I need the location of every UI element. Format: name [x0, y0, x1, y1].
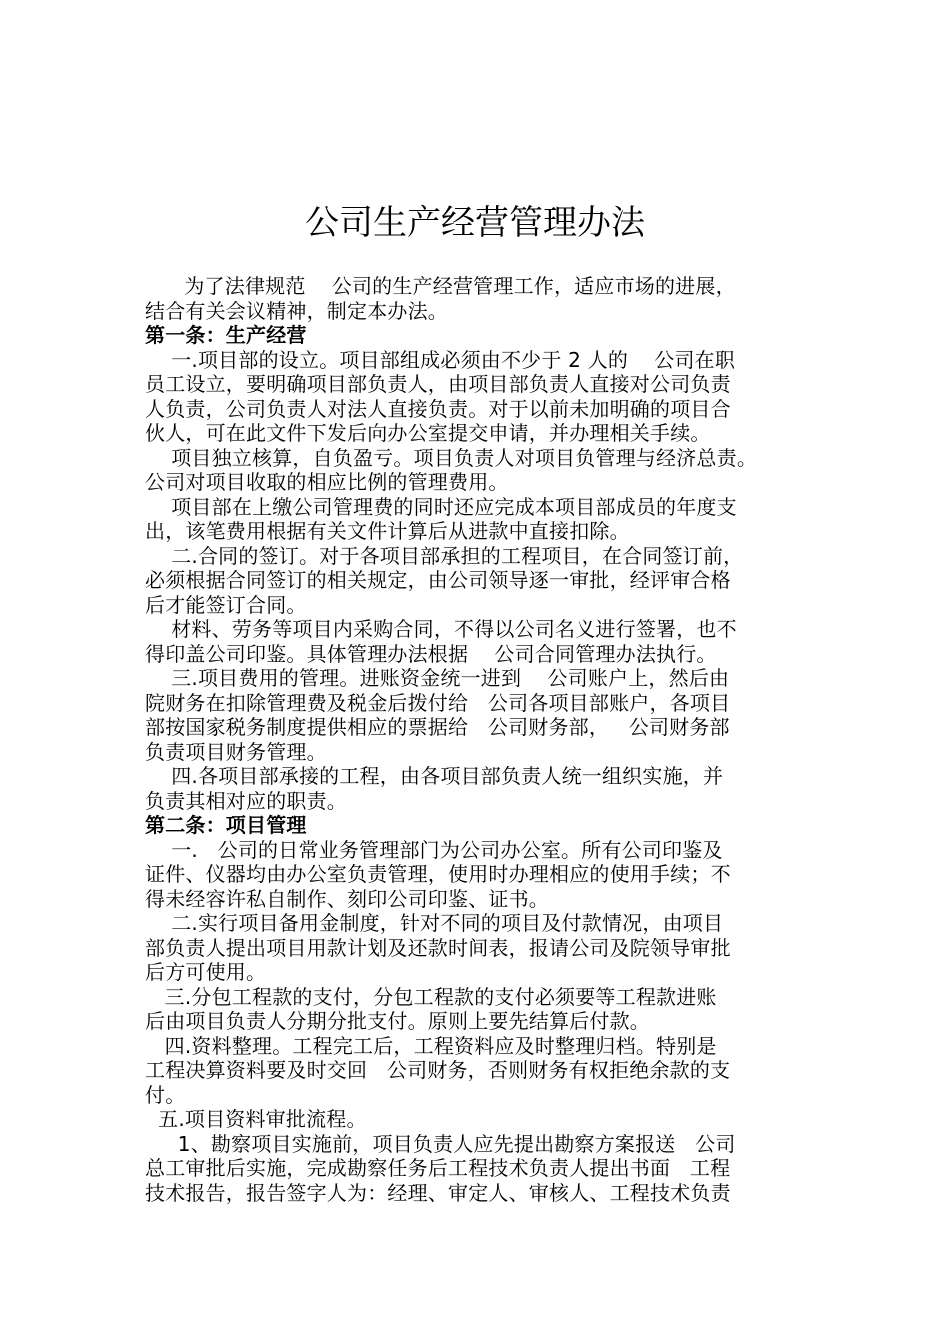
text-line: 三.项目费用的管理。进账资金统一进到 公司账户上，然后由: [145, 666, 730, 690]
text-line: 后由项目负责人分期分批支付。原则上要先结算后付款。: [145, 1009, 650, 1033]
text-line: 付。: [145, 1082, 186, 1107]
document-body: [145, 274, 813, 1205]
text-line: 项目独立核算，自负盈亏。项目负责人对项目负管理与经济总责。: [145, 445, 758, 470]
text-line: 四.各项目部承接的工程，由各项目部负责人统一组织实施，并: [145, 764, 724, 788]
text-line: 人负责，公司负责人对法人直接负责。对于以前未加明确的项目合: [145, 396, 731, 421]
text-line: 技术报告，报告签字人为：经理、审定人、审核人、工程技术负责: [145, 1180, 731, 1205]
section-heading: 第一条：生产经营: [145, 323, 307, 347]
text-line: 部按国家税务制度提供相应的票据给 公司财务部， 公司财务部: [145, 715, 730, 739]
text-line: 公司对项目收取的相应比例的管理费用。: [145, 470, 509, 494]
text-line: 一. 公司的日常业务管理部门为公司办公室。所有公司印鉴及: [145, 837, 723, 862]
document-title: 公司生产经营管理办法: [305, 202, 645, 243]
text-line: 二.实行项目备用金制度，针对不同的项目及付款情况，由项目: [145, 911, 724, 935]
text-line: 伙人，可在此文件下发后向办公室提交申请，并办理相关手续。: [145, 421, 711, 445]
text-line: 工程决算资料要及时交回 公司财务，否则财务有权拒绝余款的支: [145, 1058, 731, 1082]
section-heading: 第二条：项目管理: [145, 813, 307, 837]
text-line: 得未经容许私自制作、刻印公司印鉴、证书。: [145, 886, 549, 911]
text-line: 负责项目财务管理。: [145, 739, 327, 764]
text-line: 院财务在扣除管理费及税金后拨付给 公司各项目部账户，各项目: [145, 690, 731, 715]
text-line: 总工审批后实施，完成勘察任务后工程技术负责人提出书面 工程: [145, 1156, 731, 1180]
text-line: 为了法律规范 公司的生产经营管理工作，适应市场的进展，: [145, 274, 736, 298]
text-line: 后才能签订合同。: [145, 592, 307, 617]
text-line: 得印盖公司印鉴。具体管理办法根据 公司合同管理办法执行。: [145, 641, 717, 666]
text-line: 二.合同的签订。对于各项目部承担的工程项目，在合同签订前，: [145, 543, 744, 568]
text-line: 材料、劳务等项目内采购合同，不得以公司名义进行签署，也不: [145, 617, 737, 641]
text-line: 证件、仪器均由办公室负责管理，使用时办理相应的使用手续；不: [145, 862, 731, 886]
text-line: 必须根据合同签订的相关规定，由公司领导逐一审批，经评审合格: [145, 568, 731, 592]
text-line: 结合有关会议精神，制定本办法。: [145, 298, 448, 323]
text-line: 出，该笔费用根据有关文件计算后从进款中直接扣除。: [145, 519, 630, 543]
text-line: 1、勘察项目实施前，项目负责人应先提出勘察方案报送 公司: [145, 1131, 736, 1156]
text-line: 项目部在上缴公司管理费的同时还应完成本项目部成员的年度支: [145, 494, 737, 519]
text-line: 三.分包工程款的支付，分包工程款的支付必须要等工程款进账: [145, 984, 717, 1009]
text-line: 四.资料整理。工程完工后，工程资料应及时整理归档。特别是: [145, 1033, 717, 1058]
text-line: 五.项目资料审批流程。: [145, 1107, 367, 1131]
text-line: 后方可使用。: [145, 960, 267, 984]
text-line: 员工设立，要明确项目部负责人，由项目部负责人直接对公司负责: [145, 372, 731, 396]
text-line: 一.项目部的设立。项目部组成必须由不少于 2 人的 公司在职: [145, 347, 736, 372]
text-line: 部负责人提出项目用款计划及还款时间表，报请公司及院领导审批: [145, 935, 731, 960]
text-line: 负责其相对应的职责。: [145, 788, 347, 813]
